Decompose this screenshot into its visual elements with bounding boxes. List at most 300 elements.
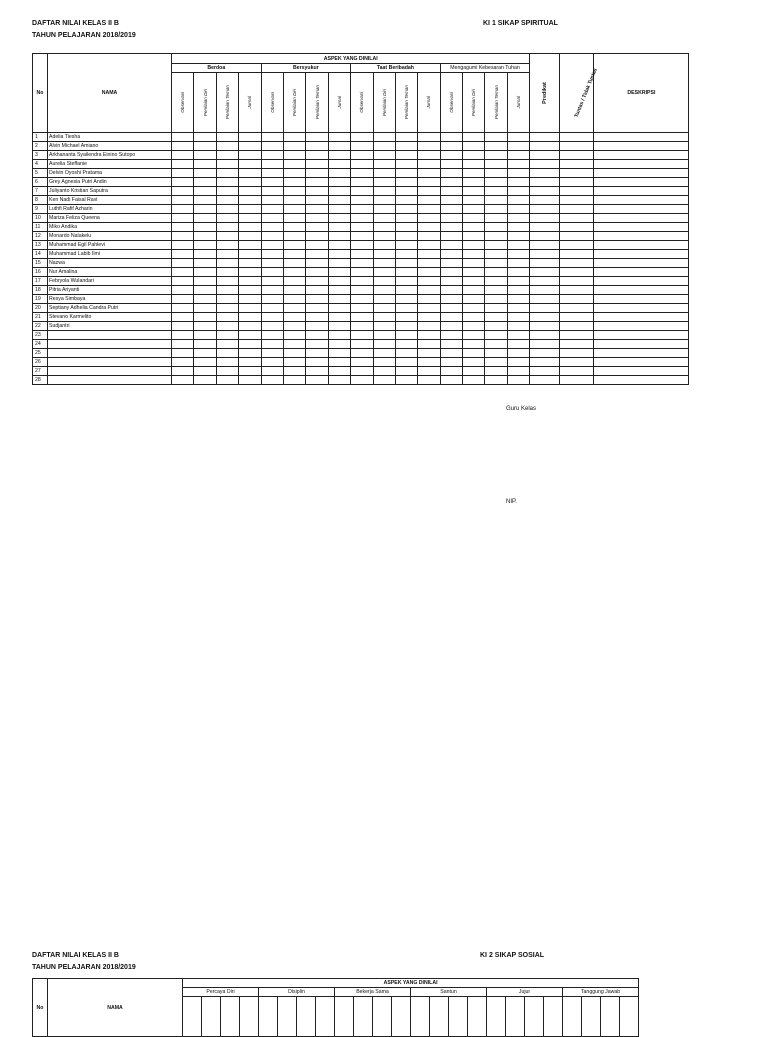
- grade-cell[interactable]: [395, 286, 417, 295]
- grade-cell[interactable]: [328, 331, 350, 340]
- grade-cell[interactable]: [507, 367, 530, 376]
- grade-cell[interactable]: [172, 286, 194, 295]
- grade-cell[interactable]: [194, 358, 216, 367]
- grade-cell[interactable]: [418, 349, 440, 358]
- grade-cell[interactable]: [594, 286, 689, 295]
- grade-cell[interactable]: [485, 268, 507, 277]
- grade-cell[interactable]: [306, 376, 328, 385]
- grade-cell[interactable]: [530, 358, 560, 367]
- grade-cell[interactable]: [194, 376, 216, 385]
- grade-cell[interactable]: [395, 187, 417, 196]
- grade-cell[interactable]: [530, 295, 560, 304]
- grade-cell[interactable]: [440, 187, 462, 196]
- grade-cell[interactable]: [463, 232, 485, 241]
- grade-cell[interactable]: [172, 304, 194, 313]
- grade-cell[interactable]: [194, 214, 216, 223]
- grade-cell[interactable]: [239, 367, 261, 376]
- grade-cell[interactable]: [395, 142, 417, 151]
- grade-cell[interactable]: [560, 322, 594, 331]
- grade-cell[interactable]: [172, 214, 194, 223]
- grade-cell[interactable]: [194, 286, 216, 295]
- grade-cell[interactable]: [261, 160, 283, 169]
- grade-cell[interactable]: [485, 349, 507, 358]
- grade-cell[interactable]: [261, 367, 283, 376]
- grade-cell[interactable]: [172, 259, 194, 268]
- grade-cell[interactable]: [395, 223, 417, 232]
- grade-cell[interactable]: [216, 322, 238, 331]
- grade-cell[interactable]: [306, 268, 328, 277]
- grade-cell[interactable]: [530, 268, 560, 277]
- grade-cell[interactable]: [239, 160, 261, 169]
- grade-cell[interactable]: [594, 169, 689, 178]
- grade-cell[interactable]: [418, 313, 440, 322]
- grade-cell[interactable]: [328, 187, 350, 196]
- grade-cell[interactable]: [418, 259, 440, 268]
- grade-cell[interactable]: [507, 187, 530, 196]
- grade-cell[interactable]: [418, 286, 440, 295]
- grade-cell[interactable]: [560, 169, 594, 178]
- grade-cell[interactable]: [261, 259, 283, 268]
- grade-cell[interactable]: [463, 286, 485, 295]
- grade-cell[interactable]: [351, 268, 373, 277]
- grade-cell[interactable]: [418, 151, 440, 160]
- grade-cell[interactable]: [172, 367, 194, 376]
- grade-cell[interactable]: [172, 205, 194, 214]
- grade-cell[interactable]: [351, 133, 373, 142]
- grade-cell[interactable]: [351, 313, 373, 322]
- grade-cell[interactable]: [261, 313, 283, 322]
- grade-cell[interactable]: [261, 241, 283, 250]
- grade-cell[interactable]: [594, 358, 689, 367]
- grade-cell[interactable]: [463, 205, 485, 214]
- grade-cell[interactable]: [261, 349, 283, 358]
- grade-cell[interactable]: [485, 367, 507, 376]
- grade-cell[interactable]: [172, 232, 194, 241]
- grade-cell[interactable]: [373, 187, 395, 196]
- grade-cell[interactable]: [261, 151, 283, 160]
- grade-cell[interactable]: [463, 367, 485, 376]
- grade-cell[interactable]: [560, 277, 594, 286]
- grade-cell[interactable]: [594, 214, 689, 223]
- grade-cell[interactable]: [328, 313, 350, 322]
- grade-cell[interactable]: [328, 304, 350, 313]
- grade-cell[interactable]: [373, 169, 395, 178]
- grade-cell[interactable]: [216, 295, 238, 304]
- grade-cell[interactable]: [194, 232, 216, 241]
- grade-cell[interactable]: [283, 178, 305, 187]
- grade-cell[interactable]: [560, 133, 594, 142]
- grade-cell[interactable]: [507, 196, 530, 205]
- grade-cell[interactable]: [418, 232, 440, 241]
- grade-cell[interactable]: [194, 223, 216, 232]
- grade-cell[interactable]: [306, 250, 328, 259]
- grade-cell[interactable]: [530, 223, 560, 232]
- grade-cell[interactable]: [261, 223, 283, 232]
- grade-cell[interactable]: [216, 214, 238, 223]
- grade-cell[interactable]: [485, 250, 507, 259]
- grade-cell[interactable]: [485, 160, 507, 169]
- grade-cell[interactable]: [485, 376, 507, 385]
- grade-cell[interactable]: [373, 376, 395, 385]
- grade-cell[interactable]: [373, 295, 395, 304]
- grade-cell[interactable]: [594, 331, 689, 340]
- grade-cell[interactable]: [507, 268, 530, 277]
- grade-cell[interactable]: [373, 313, 395, 322]
- grade-cell[interactable]: [395, 304, 417, 313]
- grade-cell[interactable]: [507, 340, 530, 349]
- grade-cell[interactable]: [351, 340, 373, 349]
- grade-cell[interactable]: [560, 250, 594, 259]
- grade-cell[interactable]: [530, 322, 560, 331]
- grade-cell[interactable]: [418, 331, 440, 340]
- grade-cell[interactable]: [306, 358, 328, 367]
- grade-cell[interactable]: [530, 367, 560, 376]
- grade-cell[interactable]: [418, 142, 440, 151]
- grade-cell[interactable]: [306, 232, 328, 241]
- grade-cell[interactable]: [395, 376, 417, 385]
- grade-cell[interactable]: [261, 205, 283, 214]
- grade-cell[interactable]: [418, 187, 440, 196]
- grade-cell[interactable]: [194, 322, 216, 331]
- grade-cell[interactable]: [530, 160, 560, 169]
- grade-cell[interactable]: [560, 295, 594, 304]
- grade-cell[interactable]: [216, 151, 238, 160]
- grade-cell[interactable]: [507, 142, 530, 151]
- grade-cell[interactable]: [560, 340, 594, 349]
- grade-cell[interactable]: [261, 142, 283, 151]
- grade-cell[interactable]: [328, 160, 350, 169]
- grade-cell[interactable]: [395, 268, 417, 277]
- grade-cell[interactable]: [440, 358, 462, 367]
- grade-cell[interactable]: [306, 304, 328, 313]
- grade-cell[interactable]: [485, 295, 507, 304]
- grade-cell[interactable]: [507, 277, 530, 286]
- grade-cell[interactable]: [216, 304, 238, 313]
- grade-cell[interactable]: [507, 313, 530, 322]
- grade-cell[interactable]: [239, 178, 261, 187]
- grade-cell[interactable]: [463, 169, 485, 178]
- grade-cell[interactable]: [172, 142, 194, 151]
- grade-cell[interactable]: [560, 349, 594, 358]
- grade-cell[interactable]: [594, 322, 689, 331]
- grade-cell[interactable]: [216, 358, 238, 367]
- grade-cell[interactable]: [463, 178, 485, 187]
- grade-cell[interactable]: [351, 367, 373, 376]
- grade-cell[interactable]: [395, 349, 417, 358]
- grade-cell[interactable]: [239, 151, 261, 160]
- grade-cell[interactable]: [194, 205, 216, 214]
- grade-cell[interactable]: [594, 304, 689, 313]
- grade-cell[interactable]: [463, 259, 485, 268]
- grade-cell[interactable]: [306, 259, 328, 268]
- grade-cell[interactable]: [560, 160, 594, 169]
- grade-cell[interactable]: [485, 196, 507, 205]
- grade-cell[interactable]: [283, 151, 305, 160]
- grade-cell[interactable]: [283, 160, 305, 169]
- grade-cell[interactable]: [530, 250, 560, 259]
- grade-cell[interactable]: [485, 142, 507, 151]
- grade-cell[interactable]: [530, 205, 560, 214]
- grade-cell[interactable]: [507, 223, 530, 232]
- grade-cell[interactable]: [395, 367, 417, 376]
- grade-cell[interactable]: [373, 142, 395, 151]
- grade-cell[interactable]: [283, 133, 305, 142]
- grade-cell[interactable]: [530, 349, 560, 358]
- grade-cell[interactable]: [373, 160, 395, 169]
- grade-cell[interactable]: [594, 340, 689, 349]
- grade-cell[interactable]: [172, 349, 194, 358]
- grade-cell[interactable]: [194, 277, 216, 286]
- grade-cell[interactable]: [194, 349, 216, 358]
- grade-cell[interactable]: [395, 250, 417, 259]
- grade-cell[interactable]: [172, 295, 194, 304]
- grade-cell[interactable]: [560, 214, 594, 223]
- grade-cell[interactable]: [440, 205, 462, 214]
- grade-cell[interactable]: [216, 331, 238, 340]
- grade-cell[interactable]: [239, 169, 261, 178]
- grade-cell[interactable]: [507, 376, 530, 385]
- grade-cell[interactable]: [283, 295, 305, 304]
- grade-cell[interactable]: [507, 349, 530, 358]
- grade-cell[interactable]: [351, 196, 373, 205]
- grade-cell[interactable]: [373, 277, 395, 286]
- grade-cell[interactable]: [418, 340, 440, 349]
- grade-cell[interactable]: [507, 241, 530, 250]
- grade-cell[interactable]: [485, 241, 507, 250]
- grade-cell[interactable]: [440, 313, 462, 322]
- grade-cell[interactable]: [530, 376, 560, 385]
- grade-cell[interactable]: [306, 160, 328, 169]
- grade-cell[interactable]: [418, 160, 440, 169]
- grade-cell[interactable]: [239, 376, 261, 385]
- grade-cell[interactable]: [351, 241, 373, 250]
- grade-cell[interactable]: [418, 250, 440, 259]
- grade-cell[interactable]: [560, 223, 594, 232]
- grade-cell[interactable]: [594, 313, 689, 322]
- grade-cell[interactable]: [306, 205, 328, 214]
- grade-cell[interactable]: [306, 142, 328, 151]
- grade-cell[interactable]: [594, 160, 689, 169]
- grade-cell[interactable]: [530, 178, 560, 187]
- grade-cell[interactable]: [216, 250, 238, 259]
- grade-cell[interactable]: [373, 241, 395, 250]
- grade-cell[interactable]: [194, 160, 216, 169]
- grade-cell[interactable]: [172, 160, 194, 169]
- grade-cell[interactable]: [418, 133, 440, 142]
- grade-cell[interactable]: [530, 142, 560, 151]
- grade-cell[interactable]: [172, 196, 194, 205]
- grade-cell[interactable]: [351, 331, 373, 340]
- grade-cell[interactable]: [463, 196, 485, 205]
- grade-cell[interactable]: [194, 304, 216, 313]
- grade-cell[interactable]: [194, 151, 216, 160]
- grade-cell[interactable]: [239, 142, 261, 151]
- grade-cell[interactable]: [594, 133, 689, 142]
- grade-cell[interactable]: [172, 358, 194, 367]
- grade-cell[interactable]: [594, 232, 689, 241]
- grade-cell[interactable]: [395, 151, 417, 160]
- grade-cell[interactable]: [351, 349, 373, 358]
- grade-cell[interactable]: [172, 223, 194, 232]
- grade-cell[interactable]: [463, 358, 485, 367]
- grade-cell[interactable]: [530, 196, 560, 205]
- grade-cell[interactable]: [306, 277, 328, 286]
- grade-cell[interactable]: [283, 223, 305, 232]
- grade-cell[interactable]: [418, 322, 440, 331]
- grade-cell[interactable]: [283, 340, 305, 349]
- grade-cell[interactable]: [507, 358, 530, 367]
- grade-cell[interactable]: [507, 250, 530, 259]
- grade-cell[interactable]: [328, 151, 350, 160]
- grade-cell[interactable]: [239, 259, 261, 268]
- grade-cell[interactable]: [172, 169, 194, 178]
- grade-cell[interactable]: [463, 268, 485, 277]
- grade-cell[interactable]: [172, 250, 194, 259]
- grade-cell[interactable]: [594, 349, 689, 358]
- grade-cell[interactable]: [194, 259, 216, 268]
- grade-cell[interactable]: [485, 331, 507, 340]
- grade-cell[interactable]: [283, 358, 305, 367]
- grade-cell[interactable]: [485, 214, 507, 223]
- grade-cell[interactable]: [440, 142, 462, 151]
- grade-cell[interactable]: [485, 358, 507, 367]
- grade-cell[interactable]: [507, 286, 530, 295]
- grade-cell[interactable]: [194, 241, 216, 250]
- grade-cell[interactable]: [507, 178, 530, 187]
- grade-cell[interactable]: [328, 214, 350, 223]
- grade-cell[interactable]: [351, 322, 373, 331]
- grade-cell[interactable]: [373, 196, 395, 205]
- grade-cell[interactable]: [261, 214, 283, 223]
- grade-cell[interactable]: [560, 313, 594, 322]
- grade-cell[interactable]: [594, 367, 689, 376]
- grade-cell[interactable]: [239, 349, 261, 358]
- grade-cell[interactable]: [351, 151, 373, 160]
- grade-cell[interactable]: [594, 178, 689, 187]
- grade-cell[interactable]: [239, 340, 261, 349]
- grade-cell[interactable]: [283, 187, 305, 196]
- grade-cell[interactable]: [507, 169, 530, 178]
- grade-cell[interactable]: [485, 232, 507, 241]
- grade-cell[interactable]: [463, 160, 485, 169]
- grade-cell[interactable]: [560, 196, 594, 205]
- grade-cell[interactable]: [594, 196, 689, 205]
- grade-cell[interactable]: [373, 250, 395, 259]
- grade-cell[interactable]: [216, 196, 238, 205]
- grade-cell[interactable]: [507, 160, 530, 169]
- grade-cell[interactable]: [463, 349, 485, 358]
- grade-cell[interactable]: [560, 286, 594, 295]
- grade-cell[interactable]: [560, 178, 594, 187]
- grade-cell[interactable]: [560, 259, 594, 268]
- grade-cell[interactable]: [351, 187, 373, 196]
- grade-cell[interactable]: [239, 250, 261, 259]
- grade-cell[interactable]: [261, 340, 283, 349]
- grade-cell[interactable]: [216, 223, 238, 232]
- grade-cell[interactable]: [530, 214, 560, 223]
- grade-cell[interactable]: [463, 322, 485, 331]
- grade-cell[interactable]: [328, 367, 350, 376]
- grade-cell[interactable]: [306, 322, 328, 331]
- grade-cell[interactable]: [418, 268, 440, 277]
- grade-cell[interactable]: [216, 277, 238, 286]
- grade-cell[interactable]: [261, 295, 283, 304]
- grade-cell[interactable]: [395, 340, 417, 349]
- grade-cell[interactable]: [306, 295, 328, 304]
- grade-cell[interactable]: [373, 304, 395, 313]
- grade-cell[interactable]: [395, 232, 417, 241]
- grade-cell[interactable]: [418, 358, 440, 367]
- grade-cell[interactable]: [373, 205, 395, 214]
- grade-cell[interactable]: [216, 313, 238, 322]
- grade-cell[interactable]: [216, 367, 238, 376]
- grade-cell[interactable]: [594, 241, 689, 250]
- grade-cell[interactable]: [507, 304, 530, 313]
- grade-cell[interactable]: [261, 322, 283, 331]
- grade-cell[interactable]: [328, 259, 350, 268]
- grade-cell[interactable]: [328, 250, 350, 259]
- grade-cell[interactable]: [239, 205, 261, 214]
- grade-cell[interactable]: [328, 169, 350, 178]
- grade-cell[interactable]: [351, 160, 373, 169]
- grade-cell[interactable]: [306, 169, 328, 178]
- grade-cell[interactable]: [283, 367, 305, 376]
- grade-cell[interactable]: [239, 358, 261, 367]
- grade-cell[interactable]: [530, 187, 560, 196]
- grade-cell[interactable]: [239, 223, 261, 232]
- grade-cell[interactable]: [560, 205, 594, 214]
- grade-cell[interactable]: [463, 376, 485, 385]
- grade-cell[interactable]: [463, 151, 485, 160]
- grade-cell[interactable]: [373, 214, 395, 223]
- grade-cell[interactable]: [373, 268, 395, 277]
- grade-cell[interactable]: [373, 259, 395, 268]
- grade-cell[interactable]: [261, 250, 283, 259]
- grade-cell[interactable]: [507, 232, 530, 241]
- grade-cell[interactable]: [440, 133, 462, 142]
- grade-cell[interactable]: [440, 196, 462, 205]
- grade-cell[interactable]: [485, 151, 507, 160]
- grade-cell[interactable]: [306, 367, 328, 376]
- grade-cell[interactable]: [261, 358, 283, 367]
- grade-cell[interactable]: [560, 331, 594, 340]
- grade-cell[interactable]: [594, 151, 689, 160]
- grade-cell[interactable]: [172, 277, 194, 286]
- grade-cell[interactable]: [530, 286, 560, 295]
- grade-cell[interactable]: [440, 214, 462, 223]
- grade-cell[interactable]: [306, 286, 328, 295]
- grade-cell[interactable]: [172, 268, 194, 277]
- grade-cell[interactable]: [395, 358, 417, 367]
- grade-cell[interactable]: [507, 322, 530, 331]
- grade-cell[interactable]: [395, 277, 417, 286]
- grade-cell[interactable]: [351, 376, 373, 385]
- grade-cell[interactable]: [306, 196, 328, 205]
- grade-cell[interactable]: [172, 187, 194, 196]
- grade-cell[interactable]: [440, 259, 462, 268]
- grade-cell[interactable]: [395, 241, 417, 250]
- grade-cell[interactable]: [560, 376, 594, 385]
- grade-cell[interactable]: [351, 223, 373, 232]
- grade-cell[interactable]: [239, 268, 261, 277]
- grade-cell[interactable]: [560, 304, 594, 313]
- grade-cell[interactable]: [283, 205, 305, 214]
- grade-cell[interactable]: [239, 277, 261, 286]
- grade-cell[interactable]: [418, 376, 440, 385]
- grade-cell[interactable]: [216, 268, 238, 277]
- grade-cell[interactable]: [172, 331, 194, 340]
- grade-cell[interactable]: [560, 268, 594, 277]
